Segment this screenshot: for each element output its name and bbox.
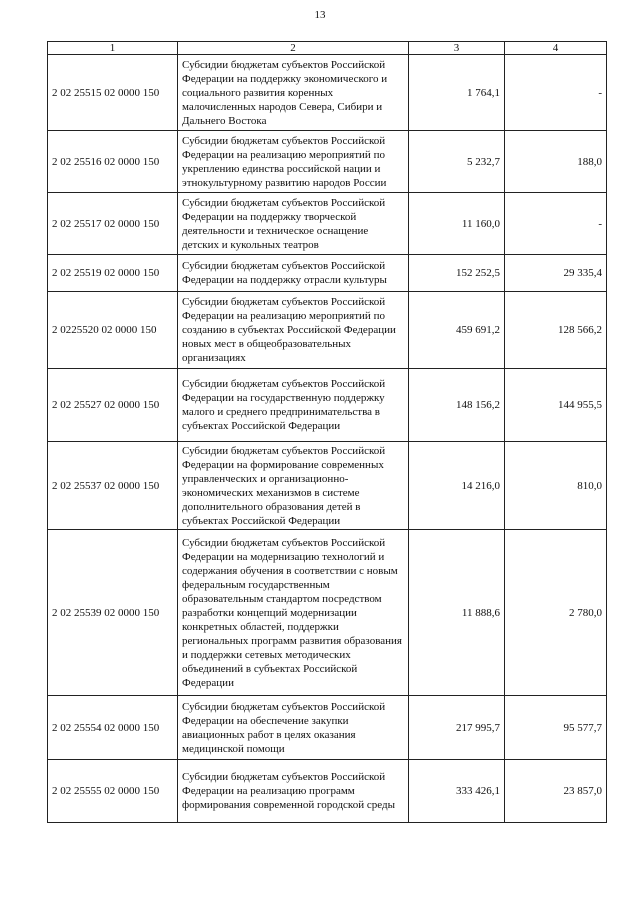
subsidy-name-cell: Субсидии бюджетам субъектов Российской Федерации на формирование современных управленческих и организационно-экономических механизмов в системе дополнительного образования детей в субъектах Российской Федерации (178, 442, 409, 530)
subsidy-name-cell: Субсидии бюджетам субъектов Российской Федерации на государственную поддержку малого и среднего предпринимательства в субъектах Российской Федерации (178, 369, 409, 442)
amount-cell: 11 160,0 (409, 193, 505, 255)
budget-code-cell: 2 02 25516 02 0000 150 (48, 131, 178, 193)
amount-cell: 11 888,6 (409, 530, 505, 696)
subsidy-name-cell: Субсидии бюджетам субъектов Российской Федерации на поддержку отрасли культуры (178, 255, 409, 292)
budget-revenue-table (47, 41, 607, 823)
budget-code-cell: 2 02 25539 02 0000 150 (48, 530, 178, 696)
amount-cell: 5 232,7 (409, 131, 505, 193)
subsidy-name-cell: Субсидии бюджетам субъектов Российской Федерации на реализацию мероприятий по созданию в субъектах Российской Федерации новых мест в общеобразовательных организациях (178, 292, 409, 369)
budget-code-cell: 2 02 25555 02 0000 150 (48, 760, 178, 823)
amount-cell: 29 335,4 (505, 255, 607, 292)
amount-cell: 144 955,5 (505, 369, 607, 442)
amount-cell: 188,0 (505, 131, 607, 193)
budget-code-cell: 2 02 25554 02 0000 150 (48, 696, 178, 760)
budget-code-cell: 2 02 25537 02 0000 150 (48, 442, 178, 530)
table-header-row (48, 42, 607, 55)
table-row (48, 369, 607, 442)
page-number: 13 (314, 9, 326, 21)
budget-code-cell: 2 02 25515 02 0000 150 (48, 55, 178, 131)
subsidy-name-cell: Субсидии бюджетам субъектов Российской Федерации на поддержку экономического и социального развития коренных малочисленных народов Севера, Сибири и Дальнего Востока (178, 55, 409, 131)
column-header: 1 (48, 42, 178, 55)
amount-cell: 459 691,2 (409, 292, 505, 369)
amount-cell: 333 426,1 (409, 760, 505, 823)
subsidy-name-cell: Субсидии бюджетам субъектов Российской Федерации на модернизацию технологий и содержания обучения в соответствии с новым федеральным государственным образовательным стандартом посредством разработки концепций модернизации конкретных областей, поддержки региональных программ развития образования и поддержки сетевых методических объединений в субъектах Российской Федерации (178, 530, 409, 696)
budget-code-cell: 2 02 25527 02 0000 150 (48, 369, 178, 442)
amount-cell: 14 216,0 (409, 442, 505, 530)
table-row (48, 193, 607, 255)
table-row (48, 442, 607, 530)
column-header: 4 (505, 42, 607, 55)
table-row (48, 696, 607, 760)
amount-cell: - (505, 55, 607, 131)
subsidy-name-cell: Субсидии бюджетам субъектов Российской Федерации на реализацию программ формирования современной городской среды (178, 760, 409, 823)
column-header: 2 (178, 42, 409, 55)
table-row (48, 131, 607, 193)
amount-cell: 95 577,7 (505, 696, 607, 760)
column-header: 3 (409, 42, 505, 55)
subsidy-name-cell: Субсидии бюджетам субъектов Российской Федерации на обеспечение закупки авиационных работ в целях оказания медицинской помощи (178, 696, 409, 760)
subsidy-name-cell: Субсидии бюджетам субъектов Российской Федерации на реализацию мероприятий по укреплению единства российской нации и этнокультурному развитию народов России (178, 131, 409, 193)
table-row (48, 55, 607, 131)
table-row (48, 530, 607, 696)
amount-cell: 810,0 (505, 442, 607, 530)
budget-code-cell: 2 0225520 02 0000 150 (48, 292, 178, 369)
amount-cell: - (505, 193, 607, 255)
subsidy-name-cell: Субсидии бюджетам субъектов Российской Федерации на поддержку творческой деятельности и техническое оснащение детских и кукольных театров (178, 193, 409, 255)
budget-code-cell: 2 02 25517 02 0000 150 (48, 193, 178, 255)
amount-cell: 23 857,0 (505, 760, 607, 823)
amount-cell: 1 764,1 (409, 55, 505, 131)
table-row (48, 292, 607, 369)
budget-code-cell: 2 02 25519 02 0000 150 (48, 255, 178, 292)
table-row (48, 255, 607, 292)
amount-cell: 2 780,0 (505, 530, 607, 696)
amount-cell: 148 156,2 (409, 369, 505, 442)
amount-cell: 128 566,2 (505, 292, 607, 369)
table-row (48, 760, 607, 823)
amount-cell: 217 995,7 (409, 696, 505, 760)
amount-cell: 152 252,5 (409, 255, 505, 292)
